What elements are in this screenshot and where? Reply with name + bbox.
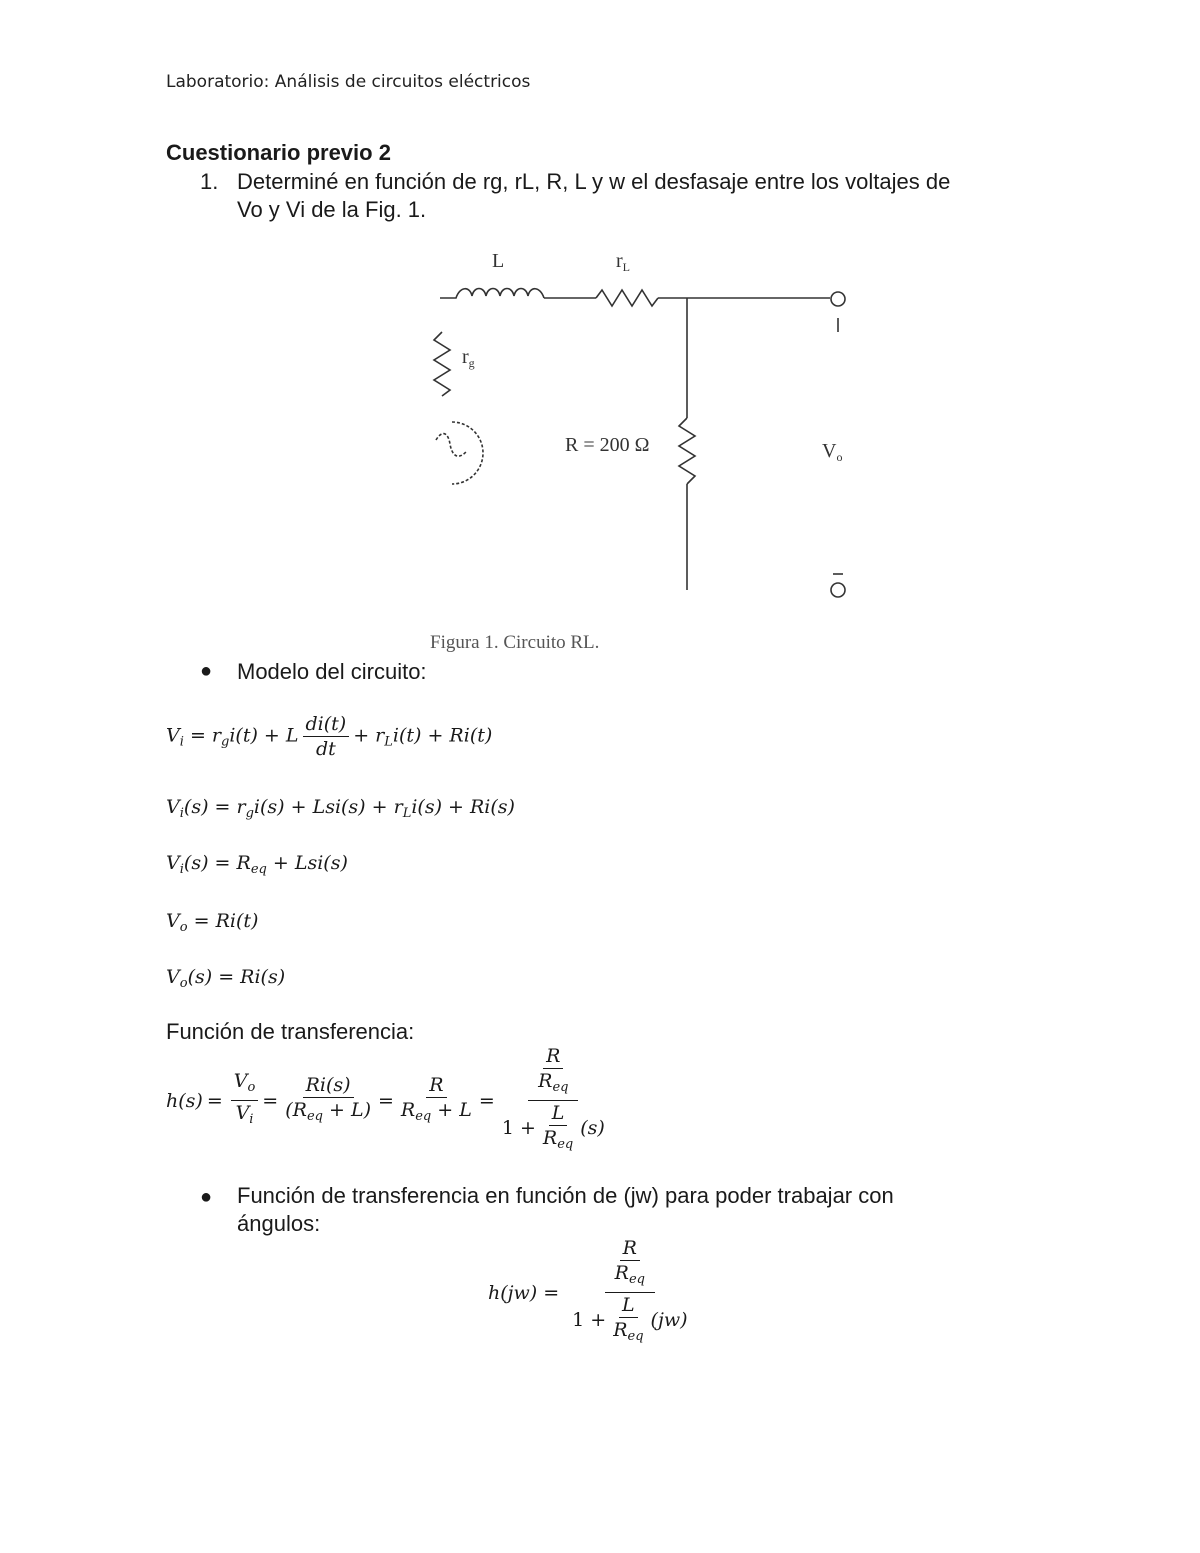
bullet-dot: ● bbox=[200, 1186, 213, 1208]
figure-caption: Figura 1. Circuito RL. bbox=[430, 632, 600, 653]
output-terminal-negative bbox=[831, 583, 845, 597]
equation-equivalent: $V_i(s) = R_{eq} + Lsi(s)$ bbox=[166, 852, 348, 877]
label-resistor-rg: $r_g$ bbox=[462, 346, 475, 370]
output-terminal-positive bbox=[831, 292, 845, 306]
equation-output-time: $V_o = Ri(t)$ bbox=[166, 910, 259, 935]
question-line-1: Determiné en función de rg, rL, R, L y w el desfasaje entre los voltajes de bbox=[237, 169, 951, 194]
resistor-rg-symbol bbox=[434, 332, 450, 396]
equation-output-laplace: $V_o(s) = Ri(s)$ bbox=[166, 966, 286, 991]
bullet-model-heading: Modelo del circuito: bbox=[237, 659, 427, 684]
page-header: Laboratorio: Análisis de circuitos eléctricos bbox=[166, 72, 531, 92]
inductor-symbol bbox=[440, 289, 544, 299]
rl-circuit-diagram bbox=[400, 240, 880, 620]
equation-transfer-function: h(s) = $\frac{V_o}{V_i}$ = $\frac{Ri(s)}{(R_{eq} + L)}$ = $\frac{R}{R_{eq} + L}$ = $\frac{R}{R_{eq}}$ 1 + $\frac{L}{R_{eq}}$ (s) bbox=[166, 1045, 605, 1152]
label-resistor-r: R = 200 Ω bbox=[565, 434, 650, 456]
label-output-voltage: $V_o$ bbox=[822, 440, 843, 464]
bullet-dot: ● bbox=[200, 660, 213, 682]
question-number: 1. bbox=[200, 169, 219, 194]
bullet-jw-line-2: ángulos: bbox=[237, 1211, 321, 1236]
equation-frequency-response: h(jw) = $\frac{R}{R_{eq}}$ 1 + $\frac{L}{R_{eq}}$ (jw) bbox=[488, 1237, 688, 1344]
label-resistor-rl: $r_L$ bbox=[616, 250, 631, 274]
equation-laplace: $V_i(s) = r_gi(s) + Lsi(s) + r_Li(s) + Ri(s)$ bbox=[166, 796, 515, 821]
equation-time-domain: $V_i = r_gi(t) + L$ $\frac{di(t)}{dt}$ + $r_Li(t) + Ri(t)$ bbox=[166, 713, 493, 760]
label-inductor-l: L bbox=[492, 250, 505, 272]
transfer-function-heading: Función de transferencia: bbox=[166, 1019, 415, 1044]
ac-source-symbol bbox=[436, 422, 483, 484]
resistor-r-symbol bbox=[679, 418, 695, 484]
bullet-jw-line-1: Función de transferencia en función de (jw) para poder trabajar con bbox=[237, 1183, 894, 1208]
question-line-2: Vo y Vi de la Fig. 1. bbox=[237, 197, 427, 222]
resistor-rl-symbol bbox=[596, 290, 658, 306]
section-title: Cuestionario previo 2 bbox=[166, 140, 391, 165]
